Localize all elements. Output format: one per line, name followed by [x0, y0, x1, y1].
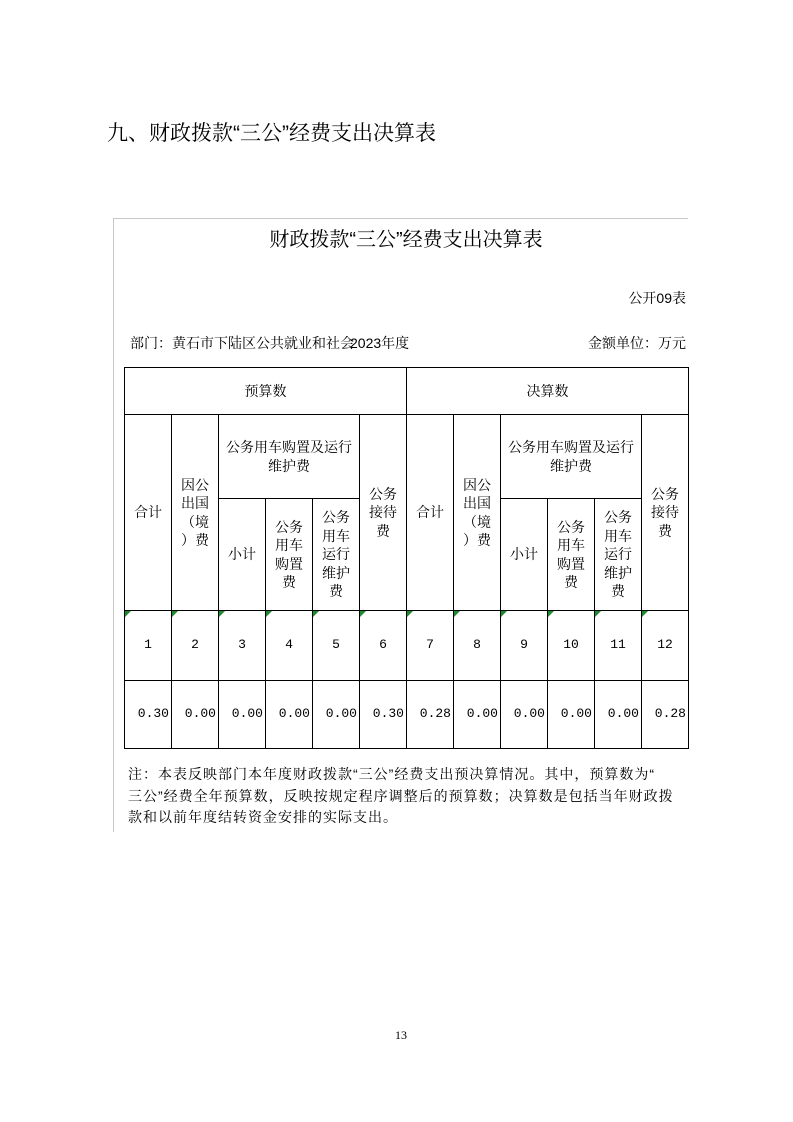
final-total-value: 0.28 — [407, 681, 454, 749]
header-line: 费 — [658, 522, 672, 539]
final-vehicle-subtotal-header — [501, 499, 548, 611]
budget-reception-value: 0.30 — [360, 681, 407, 749]
column-number-cell: 3 — [219, 611, 266, 681]
header-line: 公务 — [557, 518, 585, 535]
header-line: 购置 — [275, 555, 303, 572]
column-number-cell: 12 — [642, 611, 689, 681]
final-group-header: 决算数 — [407, 368, 689, 415]
header-line: 用车 — [557, 537, 585, 553]
table-note-line: 三公”经费全年预算数，反映按规定程序调整后的预算数；决算数是包括当年财政拨 — [128, 787, 674, 804]
budget-vehicle-subtotal-header — [219, 499, 266, 611]
header-line: 公务 — [604, 509, 632, 526]
department-label: 部门：黄石市下陆区公共就业和社会 — [130, 335, 354, 351]
table-note — [128, 764, 674, 829]
final-vehicle-operation-value: 0.00 — [595, 681, 642, 749]
section-heading: 九、财政拨款“三公”经费支出决算表 — [107, 122, 436, 145]
header-line: 因公 — [181, 476, 209, 493]
column-number-row — [125, 611, 689, 681]
header-line: 公务 — [651, 485, 679, 502]
table-note-line: 注：本表反映部门本年度财政拨款“三公”经费支出预决算情况。其中，预算数为“ — [128, 766, 655, 782]
column-number-cell: 9 — [501, 611, 548, 681]
header-line: 公务用车购置及运行 — [508, 439, 634, 455]
column-number-cell: 11 — [595, 611, 642, 681]
column-number-cell: 1 — [125, 611, 172, 681]
budget-vehicle-operation-header — [313, 499, 360, 611]
amount-row — [125, 681, 689, 749]
column-number-cell: 7 — [407, 611, 454, 681]
header-line: 用车 — [275, 537, 303, 553]
final-reception-value: 0.28 — [642, 681, 689, 749]
header-line: 维护 — [322, 564, 350, 581]
header-line: 用车 — [322, 527, 350, 544]
header-line: 接待 — [651, 504, 679, 521]
column-number-cell: 8 — [454, 611, 501, 681]
header-line: 公务 — [369, 485, 397, 502]
final-vehicle-subtotal-value: 0.00 — [501, 681, 548, 749]
header-line: 维护费 — [268, 457, 310, 474]
final-vehicle-operation-header — [595, 499, 642, 611]
header-line: 费 — [376, 522, 390, 539]
header-line: 费 — [329, 583, 343, 600]
header-line: 小计 — [510, 546, 538, 563]
budget-group-header: 预算数 — [125, 368, 407, 415]
column-number-cell: 5 — [313, 611, 360, 681]
header-line: （境 — [463, 513, 491, 530]
year-label: 2023年度 — [350, 335, 410, 351]
budget-total-header — [125, 415, 172, 611]
header-line: 用车 — [604, 527, 632, 544]
header-line: 合计 — [416, 504, 444, 521]
final-vehicle-purchase-header — [548, 499, 595, 611]
final-reception-header — [642, 415, 689, 611]
header-line: 公务用车购置及运行 — [226, 439, 352, 455]
final-vehicle-header — [501, 415, 642, 499]
header-line: 维护 — [604, 564, 632, 581]
budget-vehicle-operation-value: 0.00 — [313, 681, 360, 749]
budget-abroad-value: 0.00 — [172, 681, 219, 749]
budget-abroad-header — [172, 415, 219, 611]
header-line: 运行 — [604, 546, 632, 563]
header-line: 费 — [282, 574, 296, 590]
table-note-line: 款和以前年度结转资金安排的实际支出。 — [128, 809, 398, 825]
header-line: 费 — [611, 583, 625, 600]
header-line: 公务 — [322, 509, 350, 526]
final-total-header — [407, 415, 454, 611]
header-line: （境 — [181, 513, 209, 530]
final-vehicle-purchase-value: 0.00 — [548, 681, 595, 749]
column-number-cell: 10 — [548, 611, 595, 681]
header-line: 运行 — [322, 546, 350, 563]
header-line: ）费 — [463, 532, 491, 548]
budget-total-value: 0.30 — [125, 681, 172, 749]
amount-unit-label: 金额单位：万元 — [588, 335, 686, 351]
column-number-cell: 2 — [172, 611, 219, 681]
budget-vehicle-purchase-value: 0.00 — [266, 681, 313, 749]
header-line: ）费 — [181, 532, 209, 548]
group-header-row — [125, 368, 689, 415]
header-line: 出国 — [463, 495, 491, 511]
page-number: 13 — [395, 1028, 407, 1042]
final-abroad-header — [454, 415, 501, 611]
column-number-cell: 6 — [360, 611, 407, 681]
header-line: 购置 — [557, 555, 585, 572]
header-line: 因公 — [463, 476, 491, 493]
header-line: 公务 — [275, 518, 303, 535]
budget-vehicle-subtotal-value: 0.00 — [219, 681, 266, 749]
final-abroad-value: 0.00 — [454, 681, 501, 749]
form-code: 公开09表 — [628, 290, 686, 306]
column-header-row — [125, 415, 689, 499]
header-line: 出国 — [181, 495, 209, 511]
header-line: 接待 — [369, 504, 397, 521]
header-line: 小计 — [228, 546, 256, 563]
header-line: 费 — [564, 574, 578, 590]
table-title: 财政拨款“三公”经费支出决算表 — [269, 229, 543, 251]
budget-vehicle-purchase-header — [266, 499, 313, 611]
three-public-expenses-table — [124, 367, 689, 749]
header-line: 合计 — [134, 504, 162, 521]
budget-reception-header — [360, 415, 407, 611]
header-line: 维护费 — [550, 457, 592, 474]
budget-vehicle-header — [219, 415, 360, 499]
column-number-cell: 4 — [266, 611, 313, 681]
